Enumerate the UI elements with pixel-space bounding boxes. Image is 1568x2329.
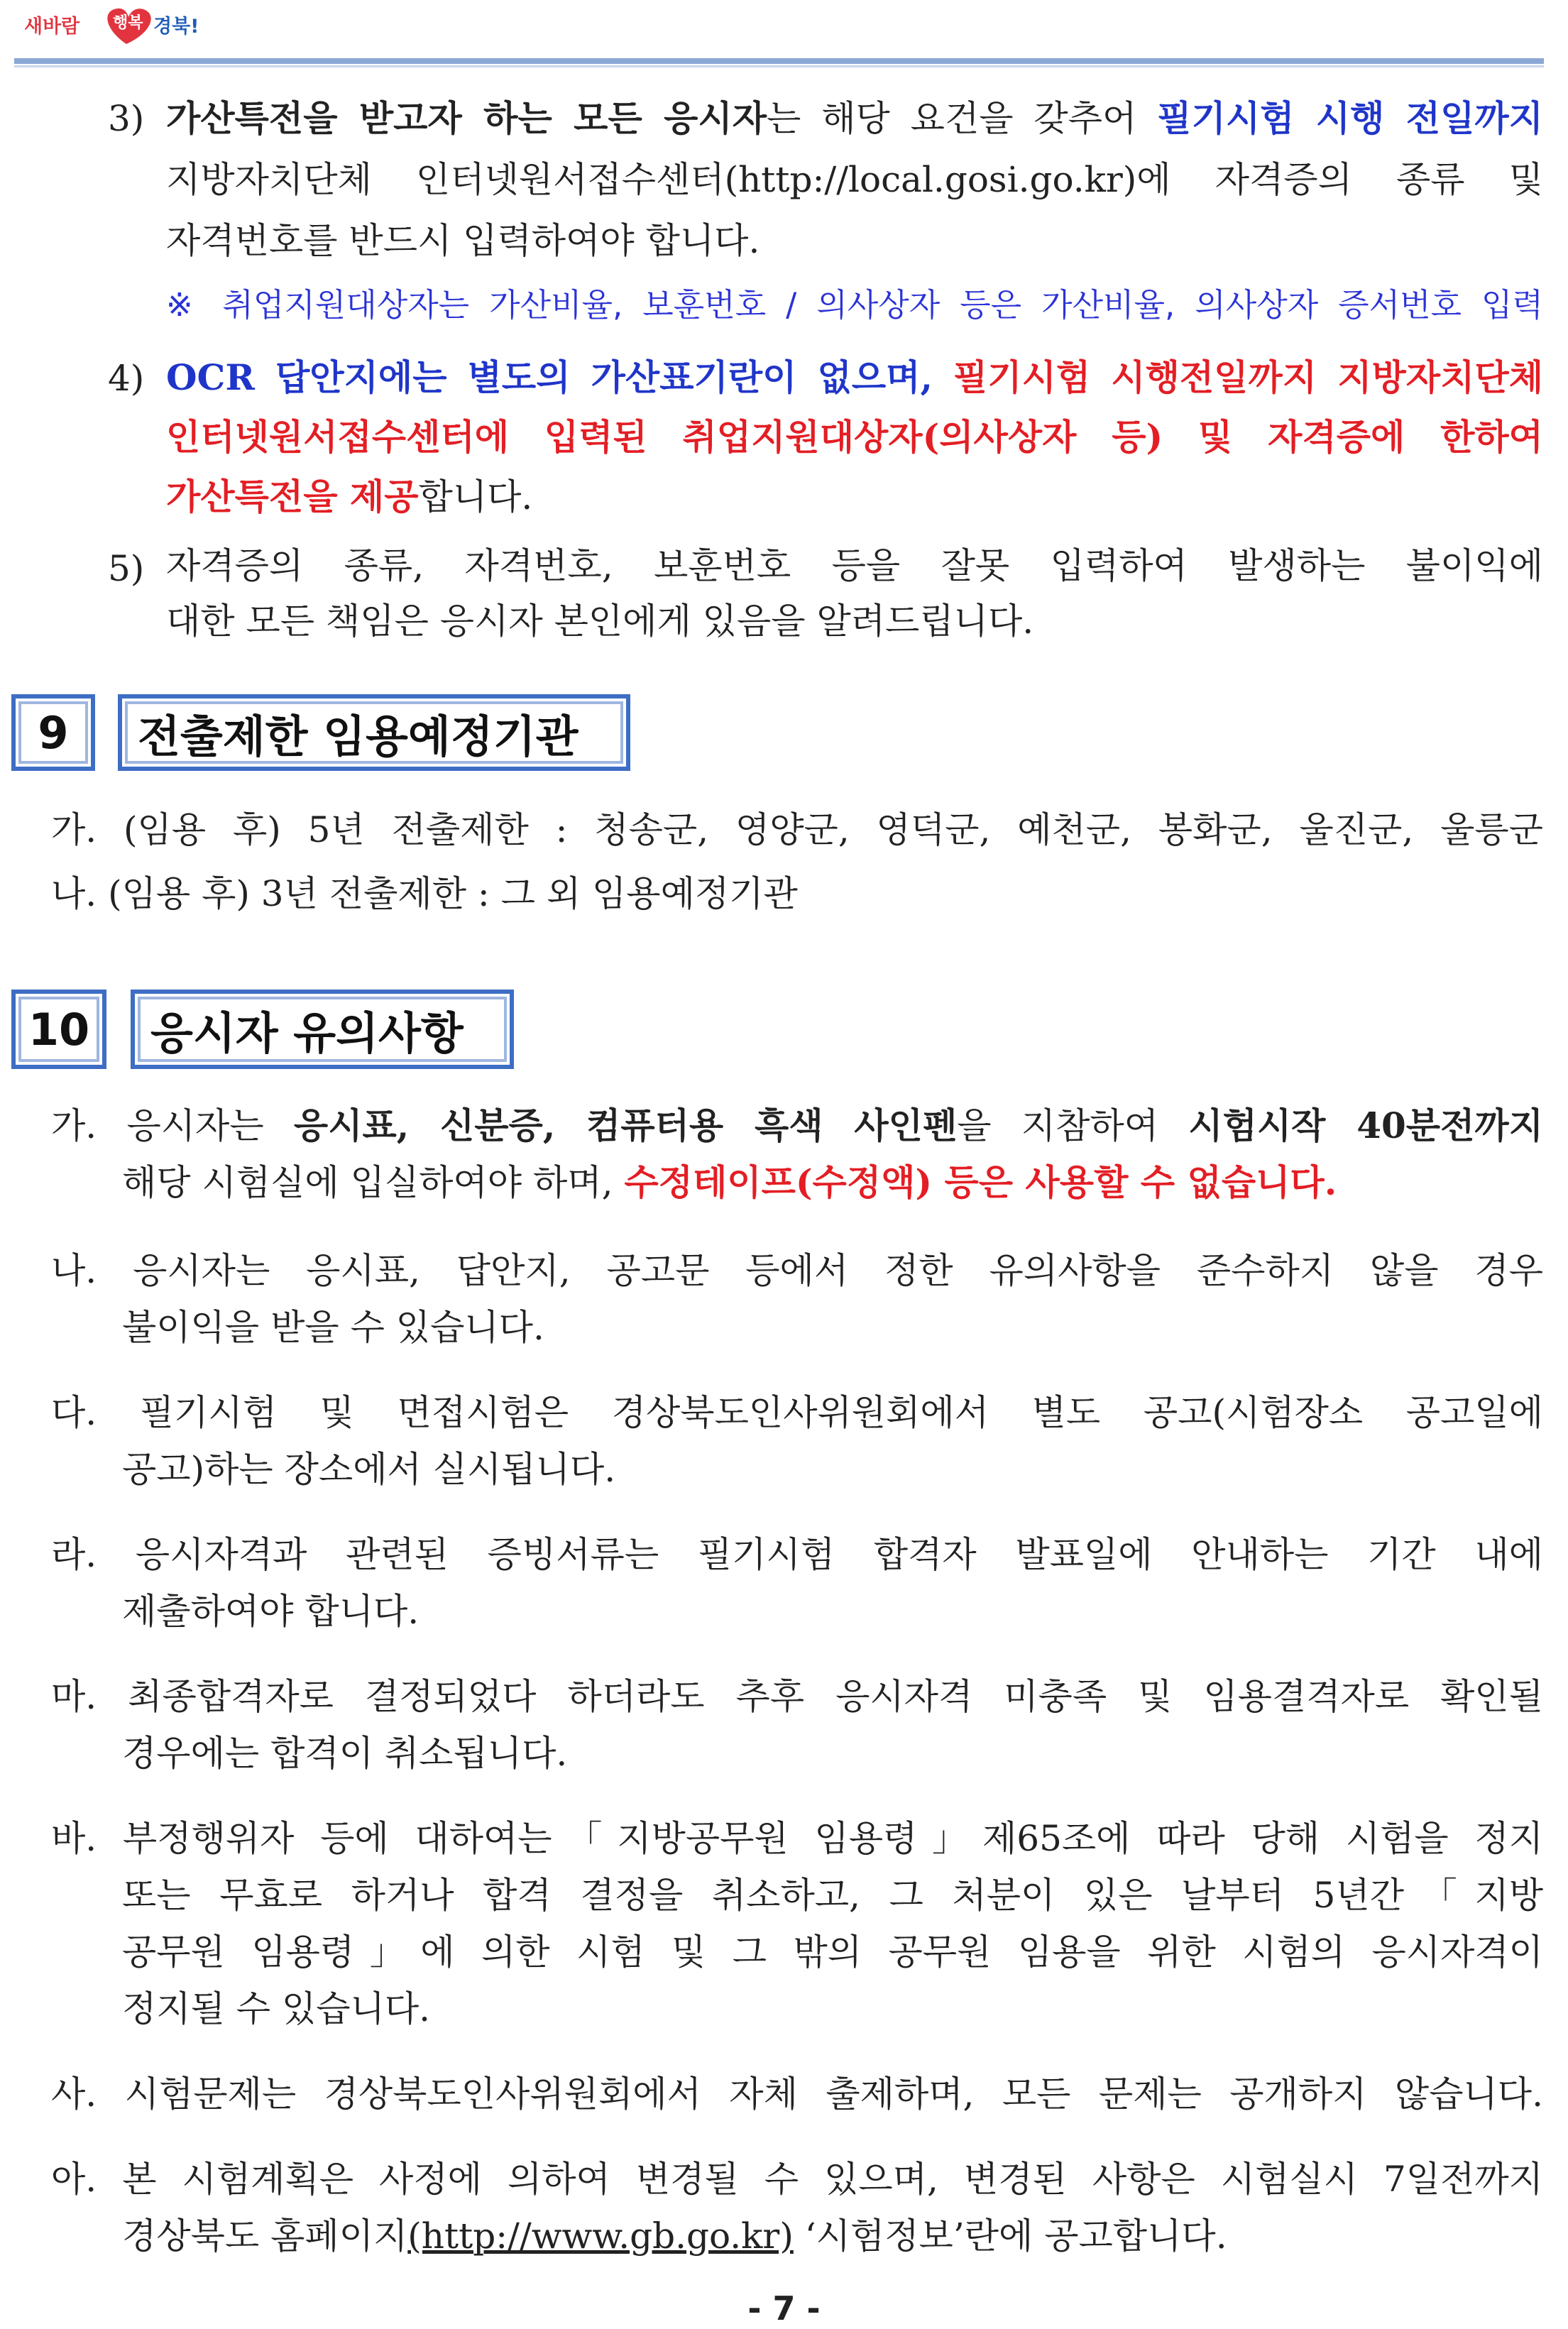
notice-ma: 마. 최종합격자로 결정되었다 하더라도 추후 응시자격 미충족 및 임용결격자로 확인될 경우에는 합격이 취소됩니다. [51, 1676, 1543, 1774]
item-4: OCR 답안지에는 별도의 가산표기란이 없으며, 필기시험 시행전일까지 지방자치단체 인터넷원서접수센터에 입력된 취업지원대상자(의사상자 등) 및 자격증에 한하여 가산특전을 제공합니다. [166, 356, 1543, 517]
homepage-link[interactable]: (http://www.gb.go.kr) [407, 2215, 794, 2257]
logo-text-2: 행복 [113, 14, 143, 32]
notice-ba: 바. 부정행위자 등에 대하여는「지방공무원 임용령」제65조에 따라 당해 시험을 정지 또는 무효로 하거나 합격 결정을 취소하고, 그 처분이 있은 날부터 5년간「지방 공무원 임용령」에 의한 시험 및 그 밖의 공무원 임용을 위한 시험의 응시자격이 정지될 수 있습니다. [51, 1818, 1543, 2029]
item-3: 가산특전을 받고자 하는 모든 응시자는 해당 요건을 갖추어 필기시험 시행 전일까지 지방자치단체 인터넷원서접수센터(http://local.gosi.go.kr)에 자격증의 종류 및 자격번호를 반드시 입력하여야 합니다. [166, 97, 1543, 261]
gyeongbuk-logo [20, 4, 204, 48]
section-10-number: 10 [11, 990, 106, 1069]
section-9-number: 9 [11, 694, 95, 771]
item-4-number: 4) [108, 358, 145, 399]
notice-ga: 가. 응시자는 응시표, 신분증, 컴퓨터용 흑색 사인펜을 지참하여 시험시작 40분전까지 해당 시험실에 입실하여야 하며, 수정테이프(수정액) 등은 사용할 수 없습니다. [51, 1105, 1543, 1203]
notice-ra: 라. 응시자격과 관련된 증빙서류는 필기시험 합격자 발표일에 안내하는 기간 내에 제출하여야 합니다. [51, 1534, 1543, 1632]
page-number: - 7 - [747, 2289, 821, 2328]
notice-da: 다. 필기시험 및 면접시험은 경상북도인사위원회에서 별도 공고(시험장소 공고일에 공고)하는 장소에서 실시됩니다. [51, 1392, 1543, 1490]
item-5-number: 5) [108, 548, 145, 589]
item-3-number: 3) [108, 98, 145, 139]
header-rule [14, 58, 1544, 64]
logo-text-1: 새바람 [24, 16, 80, 38]
header-rule-thin [14, 65, 1544, 67]
item-3-note: ※ 취업지원대상자는 가산비율, 보훈번호 / 의사상자 등은 가산비율, 의사상자 증서번호 입력 [166, 286, 1543, 324]
notice-sa: 사. 시험문제는 경상북도인사위원회에서 자체 출제하며, 모든 문제는 공개하지 않습니다. [51, 2073, 1543, 2115]
item-5: 자격증의 종류, 자격번호, 보훈번호 등을 잘못 입력하여 발생하는 불이익에 대한 모든 책임은 응시자 본인에게 있음을 알려드립니다. [166, 545, 1543, 642]
notice-a: 아. 본 시험계획은 사정에 의하여 변경될 수 있으며, 변경된 사항은 시험실시 7일전까지 경상북도 홈페이지(http://www.gb.go.kr) ‘시험정보’란에 공고합니다. [51, 2159, 1543, 2257]
section-10-title: 응시자 유의사항 [131, 990, 514, 1069]
notice-na: 나. 응시자는 응시표, 답안지, 공고문 등에서 정한 유의사항을 준수하지 않을 경우 불이익을 받을 수 있습니다. [51, 1250, 1543, 1348]
section-9-title: 전출제한 임용예정기관 [118, 694, 630, 771]
section-9-items: 가. (임용 후) 5년 전출제한 : 청송군, 영양군, 영덕군, 예천군, 봉화군, 울진군, 울릉군 나. (임용 후) 3년 전출제한 : 그 외 임용예정기관 [51, 809, 1543, 914]
logo-text-3: 경북! [153, 16, 199, 38]
